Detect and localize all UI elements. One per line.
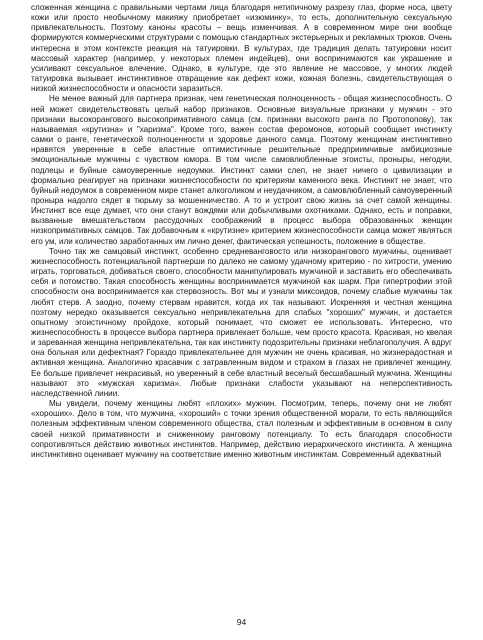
paragraph-2: Не менее важный для партнера признак, чем генетическая полноценность - общая жизнеспособность. О ней может свидетельствовать целый набор признаков. Основные визуальные признаки у мужчин - это признаки высокорангового высокопримативного самца (см. признаки высокого ранга по Протопопову), так называемая «крутизна» и "харизма". Кроме того, важен состав феромонов, который сообщает инстинкту самки о ранге, генетической полноценности и здоровье данного самца. Поэтому женщинам инстинктивно нравятся уверенные в себе властные оптимистичные решительные предприимчивые амбициозные эмоциональные мужчины с чувством юмора. В том числе самовлюбленные эгоисты, проныры, негодяи, подлецы и буйные самоуверенные недоумки. Инстинкт самки слеп, не знает ничего о цивилизации и формально реагирует на признаки жизнеспособности по критериям каменного века. Инстинкт не знает, что буйный недоумок в современном мире станет алкоголиком и неудачником, а самовлюбленный самоуверенный проныра надолго сядет в тюрьму за мошенничество. А то и устроит свою жизнь за счет самой женщины. Инстинкт все еще думает, что они станут вождями или добычливыми охотниками. Однако, есть и поправки, вызванные вмешательством рассудочных соображений в процесс выбора образованных женщин низкопримативных самцов. Так добавочным к «крутизне» критерием жизнеспособности самца может являться его ум, или количество заработанных им лично денег, фактическая успешность, положение в обществе. [31, 94, 452, 246]
body-text [31, 3, 452, 460]
paragraph-4: Мы увидели, почему женщины любят «плохих» мужчин. Посмотрим, теперь, почему они не любят «хороших». Дело в том, что мужчина, «хороший» с точки зрения общественной морали, то есть являющийся полезным эффективным членом современного общества, стал полезным и эффективным в основном в силу своей низкой примативности и сниженному ранговому потенциалу. То есть благодаря способности сопротивляться действию животных инстинктов. Например, действию иерархического инстинкта. А женщина инстинктивно оценивает мужчину на соответствие именно животным инстинктам. Современный адекватный [31, 399, 452, 459]
paragraph-1: сложенная женщина с правильными чертами лица благодаря нетипичному разрезу глаз, форме носа, цвету кожи или просто необычному макияжу приобретает «изюминку», то есть, дополнительную сексуальную привлекательность. Поэтому каноны красоты – вещь изменчивая. А в современном мире они вообще формируются коммерческими структурами с помощью стандартных экстерьерных и рекламных трюков. Очень интересна в этом контексте реакция на татуировки. В культурах, где традиция делать татуировки носит массовый характер (например, у некоторых племен индейцев), они воспринимаются как украшение и усиливают сексуальное влечение. Однако, в культуре, где это явление не массовое, у многих людей татуировка вызывает инстинктивное отвращение как дефект кожи, кожная болезнь, свидетельствующая о низкой жизнеспособности и опасности заразиться. [31, 3, 452, 94]
paragraph-3: Точно так же самцовый инстинкт, особенно средневанговосто или низкорангового мужчины, оценивает жизнеспособность потенциальной партнерши по далеко не самому удачному критерию - по хитрости, умению играть, торговаться, добиваться своего, способности манипулировать мужчиной и заставить его обеспечивать себя и потомство. Такая способность женщины воспринимается мужчиной как шарм. При гипертрофии этой способности она воспринимается как стервозность. Вот мы и узнали миксоидов, почему слабые мужчины так любят стерв. А заодно, почему стервам нравится, когда их так называют. Искренняя и честная женщина поэтому нередко оказывается сексуально непривлекательна для слабых "хороших" мужчин, и достается опытному эгоистичному пройдохе, который понимает, что сможет ее использовать. Интересно, что жизнеспособность в процессе выбора партнера привлекает больше, чем просто красота. Красивая, но квелая и зареванная женщина непривлекательна, так как инстинкту подозрительны признаки неблагополучия. А вдруг она больная или дефектная? Гораздо привлекательнее для мужчин не очень красивая, но жизнерадостная и активная женщина. Аналогично красавчик с затравленным видом и страхом в глазах не привлечет женщину. Ее больше привлечет некрасивый, но уверенный в себе властный веселый бесшабашный мужчина. Женщины называют это «мужская харизма». Любые признаки слабости указывают на неперспективность наследственной линии. [31, 246, 452, 398]
page-number: 94 [236, 617, 247, 627]
